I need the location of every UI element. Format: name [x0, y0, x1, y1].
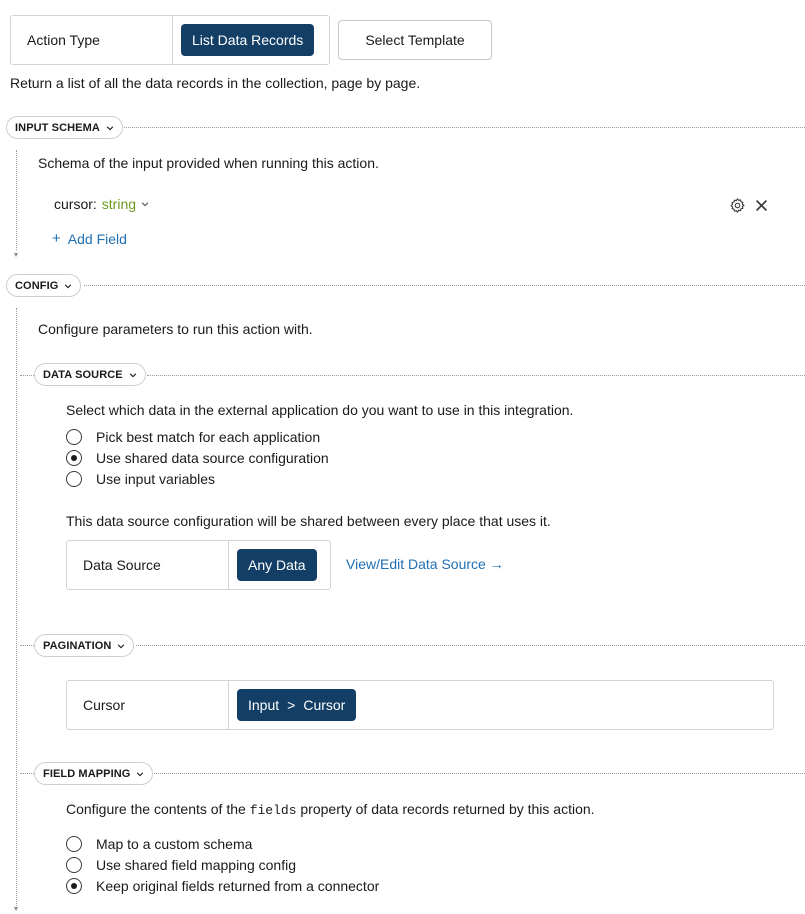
chevron-down-icon [106, 124, 114, 132]
radio-label: Keep original fields returned from a connector [96, 878, 380, 894]
action-type-select[interactable]: List Data Records [181, 24, 314, 56]
data-source-shared-note: This data source configuration will be shared between every place that uses it. [66, 513, 551, 529]
data-source-option-input-variables[interactable] [66, 471, 215, 487]
view-edit-data-source-link[interactable]: View/Edit Data Source → [346, 556, 504, 572]
chevron-down-icon [141, 200, 149, 208]
cursor-value-input: Input [248, 697, 280, 713]
config-guide [16, 308, 17, 908]
schema-field-type-label: string [101, 196, 137, 212]
plus-icon: + [52, 230, 61, 247]
data-source-label: Data Source [67, 541, 229, 589]
radio-button-selected[interactable] [66, 450, 82, 466]
config-description: Configure parameters to run this action with. [38, 321, 313, 337]
add-field-label: Add Field [67, 231, 127, 247]
field-mapping-pill-label: FIELD MAPPING [43, 767, 131, 780]
select-template-button[interactable] [338, 20, 492, 60]
chevron-down-icon [64, 282, 72, 290]
field-mapping-option-custom-schema[interactable] [66, 836, 252, 852]
fields-code: fields [249, 803, 297, 818]
field-mapping-divider [20, 773, 34, 774]
input-schema-divider [124, 127, 805, 128]
pagination-divider-right [136, 645, 805, 646]
data-source-divider [20, 375, 34, 376]
cursor-value-cursor: Cursor [303, 697, 346, 713]
field-mapping-description: Configure the contents of the fields property of data records returned by this action. [66, 801, 595, 818]
schema-field-name: cursor: [54, 196, 97, 212]
radio-button[interactable] [66, 429, 82, 445]
action-type-field [10, 15, 330, 65]
radio-label: Use input variables [96, 471, 216, 487]
schema-field-type[interactable] [102, 196, 149, 212]
chevron-right-icon: > [287, 697, 296, 713]
input-schema-toggle[interactable] [6, 116, 123, 139]
chevron-down-icon [136, 770, 144, 778]
schema-field-row [54, 196, 149, 212]
config-divider [84, 285, 805, 286]
cursor-field [66, 680, 774, 730]
radio-label: Use shared field mapping config [96, 857, 297, 873]
input-schema-pill-label: INPUT SCHEMA [15, 121, 100, 134]
data-source-question: Select which data in the external application do you want to use in this integration. [66, 402, 574, 418]
chevron-down-icon [117, 642, 125, 650]
data-source-toggle[interactable] [34, 363, 146, 386]
config-pill-label: CONFIG [15, 279, 59, 292]
radio-button[interactable] [66, 836, 82, 852]
guide-arrow-icon [14, 253, 18, 257]
pagination-toggle[interactable] [34, 634, 134, 657]
radio-label: Use shared data source configuration [96, 450, 329, 466]
radio-button-selected[interactable] [66, 878, 82, 894]
data-source-divider-right [147, 375, 805, 376]
config-toggle[interactable] [6, 274, 81, 297]
data-source-option-shared[interactable] [66, 450, 329, 466]
action-type-label: Action Type [11, 16, 173, 64]
pagination-pill-label: PAGINATION [43, 639, 112, 652]
field-mapping-divider-right [152, 773, 805, 774]
data-source-pill-label: DATA SOURCE [43, 368, 123, 381]
cursor-label: Cursor [67, 681, 229, 729]
input-schema-guide [16, 150, 17, 250]
field-mapping-option-keep-original[interactable] [66, 878, 379, 894]
gear-icon[interactable] [729, 197, 746, 214]
action-description: Return a list of all the data records in the collection, page by page. [10, 75, 421, 91]
chevron-down-icon [129, 371, 137, 379]
radio-label: Pick best match for each application [96, 429, 321, 445]
input-schema-description: Schema of the input provided when running this action. [38, 155, 379, 171]
radio-label: Map to a custom schema [96, 836, 253, 852]
radio-button[interactable] [66, 857, 82, 873]
guide-arrow-icon [14, 907, 18, 911]
select-template-label: Select Template [365, 32, 465, 48]
radio-button[interactable] [66, 471, 82, 487]
add-field-button[interactable] [52, 231, 127, 247]
pagination-divider [20, 645, 34, 646]
field-mapping-option-shared-config[interactable] [66, 857, 296, 873]
data-source-field [66, 540, 331, 590]
cursor-value-chip[interactable] [237, 689, 356, 721]
field-mapping-toggle[interactable] [34, 762, 153, 785]
data-source-option-best-match[interactable] [66, 429, 320, 445]
close-icon[interactable] [755, 199, 768, 212]
data-source-select[interactable]: Any Data [237, 549, 317, 581]
